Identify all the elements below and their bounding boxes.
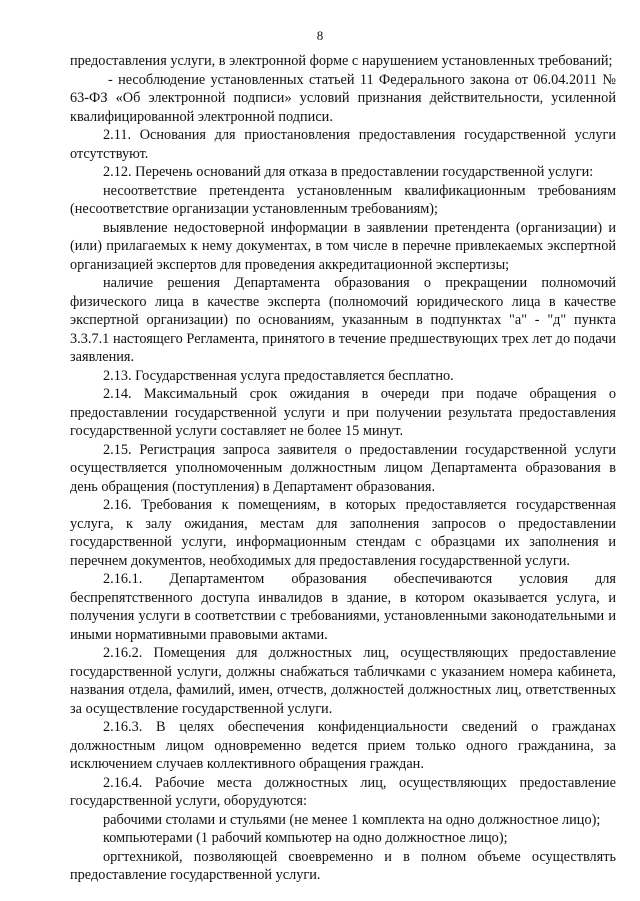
paragraph-2-15: 2.15. Регистрация запроса заявителя о предоставлении государственной услуги осуществляется уполномоченным должностным лицом Департамента образования в день обращения (поступления) в Департамент образования. <box>70 441 616 495</box>
paragraph-2-11: 2.11. Основания для приостановления предоставления государственной услуги отсутствуют. <box>70 127 616 162</box>
paragraph-2-13: 2.13. Государственная услуга предоставляется бесплатно. <box>103 367 454 384</box>
refusal-ground-1: несоответствие претендента установленным квалификационным требованиям (несоответствие организации установленным требованиям); <box>70 182 616 217</box>
document-body <box>70 52 616 885</box>
refusal-ground-2: выявление недостоверной информации в заявлении претендента (организации) и (или) прилагаемых к нему документах, в том числе в перечне привлекаемых экспертной организацией экспертов для проведения аккредитационной экспертизы; <box>70 219 616 273</box>
paragraph-2-16-1: 2.16.1. Департаментом образования обеспечиваются условия для беспрепятственного доступа инвалидов в здание, в котором оказывается услуга, и получения услуги в соответствии с требованиями, установленными законодательными и иными нормативными правовыми актами. <box>70 571 616 643</box>
paragraph-2-16-2: 2.16.2. Помещения для должностных лиц, осуществляющих предоставление государственной услуги, должны снабжаться табличками с указанием номера кабинета, названия отдела, фамилий, имен, отчеств, должностей должностных лиц, ответственных за осуществление государственной услуги. <box>70 645 616 717</box>
paragraph-2-16-4: 2.16.4. Рабочие места должностных лиц, осуществляющих предоставление государственной услуги, оборудуются: <box>70 774 616 809</box>
list-item-electronic-signature: - несоблюдение установленных статьей 11 Федерального закона от 06.04.2011 № 63-ФЗ «Об электронной подписи» условий признания действительности, усиленной квалифицированной электронной подписи. <box>70 71 616 125</box>
paragraph-2-16-3: 2.16.3. В целях обеспечения конфиденциальности сведений о гражданах должностным лицом одновременно ведется прием только одного гражданина, за исключением случаев коллективного обращения граждан. <box>70 719 616 772</box>
paragraph-continuation: предоставления услуги, в электронной форме с нарушением установленных требований; <box>70 53 613 69</box>
page-number: 8 <box>316 28 324 43</box>
refusal-ground-3: наличие решения Департамента образования о прекращении полномочий физического лица в качестве эксперта (полномочий юридического лица в качестве экспертной организации) по основаниям, указанным в подпунктах "а" - "д" пункта 3.3.7.1 настоящего Регламента, принятого в течение предшествующих трех лет до подачи заявления. <box>70 275 616 365</box>
equipment-item-desks: рабочими столами и стульями (не менее 1 комплекта на одно должностное лицо); <box>103 811 601 828</box>
equipment-item-computers: компьютерами (1 рабочий компьютер на одно должностное лицо); <box>103 830 508 846</box>
paragraph-2-16: 2.16. Требования к помещениям, в которых предоставляется государственная услуга, к залу ожидания, местам для заполнения запросов о предоставлении государственной услуги, информационным стендам с образцами их заполнения и перечнем документов, необходимых для предоставления государственной услуги. <box>70 497 616 569</box>
paragraph-2-14: 2.14. Максимальный срок ожидания в очереди при подаче обращения о предоставлении государственной услуги и при получении результата предоставления государственной услуги составляет не более 15 минут. <box>70 386 616 439</box>
paragraph-2-12: 2.12. Перечень оснований для отказа в предоставлении государственной услуги: <box>103 164 594 180</box>
equipment-item-office-equipment: оргтехникой, позволяющей своевременно и в полном объеме осуществлять предоставление государственной услуги. <box>70 848 616 883</box>
